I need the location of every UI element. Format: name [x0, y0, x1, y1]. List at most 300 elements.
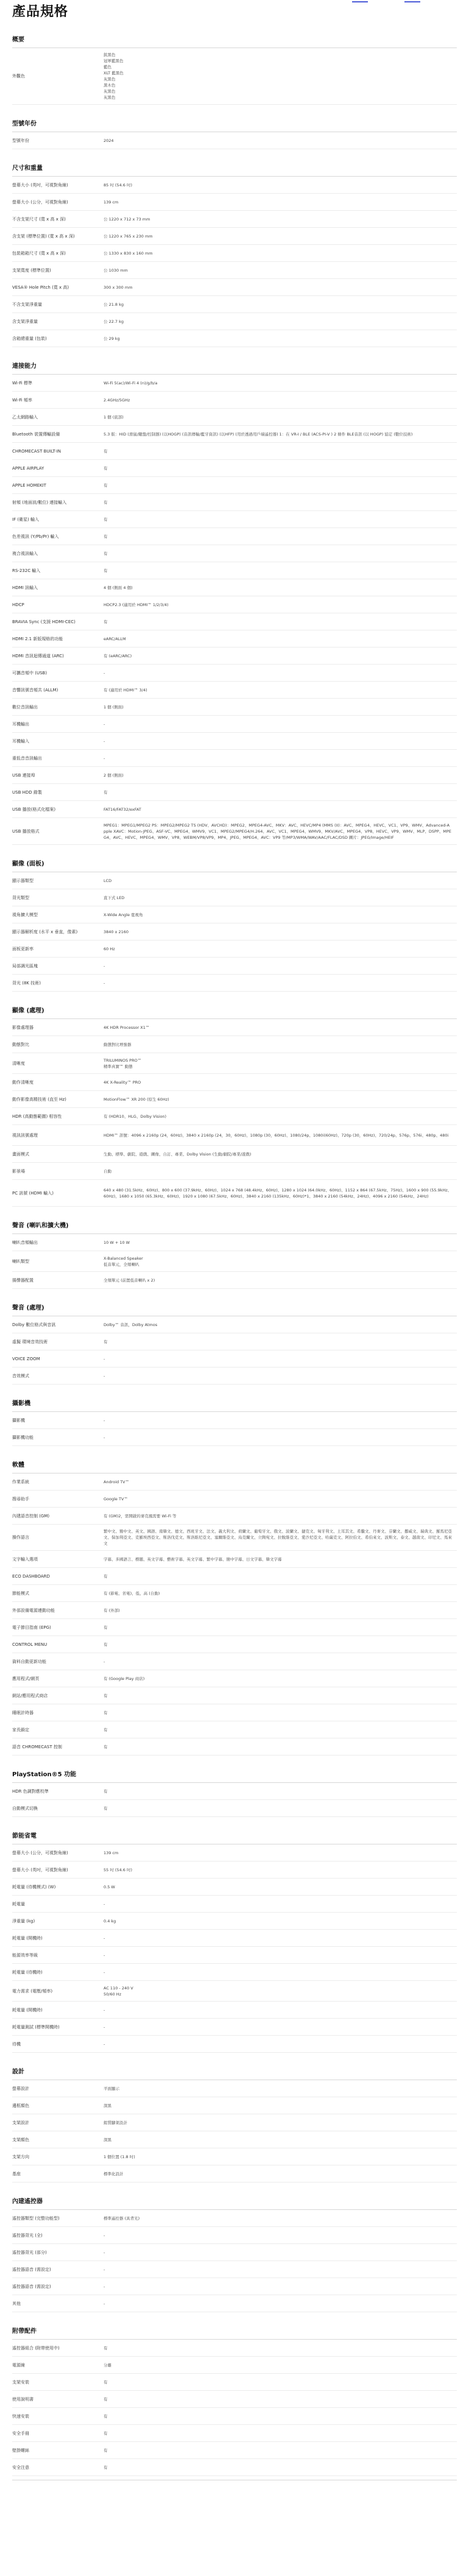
spec-value: 有 — [104, 1710, 108, 1715]
section-title: PlayStation®5 功能 — [12, 1771, 457, 1783]
spec-value: - — [104, 2041, 105, 2047]
spec-label: ECO DASHBOARD — [12, 1573, 50, 1579]
spec-row — [12, 682, 457, 699]
spec-label: USB HDD 錄製 — [12, 789, 42, 795]
spec-row — [12, 801, 457, 818]
spec-value: 有 — [104, 1788, 108, 1794]
spec-section — [12, 1771, 457, 1817]
spec-value: 有 (HDR10、HLG、Dolby Vision) — [104, 1113, 167, 1119]
spec-row — [12, 1896, 457, 1913]
spec-value: 有 — [104, 619, 108, 624]
spec-row — [12, 1053, 457, 1074]
spec-row — [12, 975, 457, 992]
spec-row — [12, 1019, 457, 1036]
spec-label: HDR 色調對應校準 — [12, 1788, 49, 1794]
spec-value: 有 — [104, 789, 108, 795]
spec-label: 語音 CHROMECAST 控制 — [12, 1744, 62, 1749]
spec-label: 壁掛螺絲 — [12, 2447, 29, 2453]
spec-value: Wi-Fi 5(ac)/Wi-Fi 4 (n)/g/b/a — [104, 380, 158, 386]
spec-label: 待機 — [12, 2041, 21, 2047]
spec-label: 電子節目指南 (EPG) — [12, 1625, 51, 1630]
spec-label: 基座 — [12, 2171, 21, 2176]
spec-row — [12, 296, 457, 313]
spec-label: USB 連接埠 — [12, 772, 35, 778]
spec-label: Wi-Fi 標準 — [12, 380, 32, 386]
spec-label: APPLE AIRPLAY — [12, 465, 44, 471]
spec-label: HDR (高動態範圍) 相容性 — [12, 1113, 62, 1119]
spec-label: 螢幕大小 (英吋，可視對角線) — [12, 1867, 68, 1872]
spec-value: 2024 — [104, 138, 114, 143]
spec-row — [12, 1091, 457, 1108]
spec-label: HDMI 訊輸入 — [12, 585, 38, 590]
spec-value: - — [104, 2024, 105, 2030]
spec-label: 攝影機功能 — [12, 1434, 34, 1440]
spec-section — [12, 2198, 457, 2312]
spec-value: 有 — [104, 2465, 108, 2470]
spec-row — [12, 477, 457, 494]
spec-label: IF (衛星) 輸入 — [12, 517, 40, 522]
section-title: 型號年份 — [12, 121, 457, 132]
spec-value: 有 — [104, 2379, 108, 2385]
spec-label: 清晰度 — [12, 1060, 25, 1066]
spec-row — [12, 1108, 457, 1125]
spec-value: Google TV™ — [104, 1496, 128, 1501]
spec-section — [12, 1462, 457, 1756]
spec-value: FAT16/FAT32/exFAT — [104, 806, 141, 812]
spec-label: 資料自動更新功能 — [12, 1659, 46, 1664]
spec-row — [12, 2295, 457, 2312]
spec-row — [12, 613, 457, 630]
spec-row — [12, 2391, 457, 2408]
spec-row — [12, 1636, 457, 1653]
spec-value: - — [104, 2284, 105, 2289]
section-title: 聲音 (喇叭和擴大機) — [12, 1223, 457, 1234]
spec-row — [12, 1800, 457, 1817]
spec-label: 包裝箱箱尺寸 (寬 x 高 x 深) — [12, 250, 66, 256]
spec-value: 有 — [104, 1744, 108, 1749]
spec-value: - — [104, 1901, 105, 1907]
spec-row — [12, 1333, 457, 1350]
spec-row — [12, 1316, 457, 1333]
spec-value: - — [104, 963, 105, 969]
spec-row — [12, 409, 457, 426]
spec-label: 遙控器語音 (需設定) — [12, 2284, 51, 2289]
spec-label: 色差視訊 (Y/Pb/Pr) 輸入 — [12, 534, 59, 539]
spec-value: 1 個位置 (1.8 吋) — [104, 2154, 135, 2159]
spec-row — [12, 1913, 457, 1930]
spec-label: 螢幕大小 (公分，可視對角線) — [12, 1850, 68, 1855]
spec-section — [12, 1400, 457, 1446]
spec-value: 公 1220 x 765 x 230 mm — [104, 233, 153, 239]
spec-value: 有 — [104, 2396, 108, 2402]
spec-label: BRAVIA Sync (支援 HDMI-CEC) — [12, 619, 76, 624]
spec-row — [12, 1738, 457, 1756]
spec-value: 5.3 版：HID (滑鼠/鍵盤/控制器) (以HOGP) (音訊傳輸/藍牙資訊) (以HFP) (用於透過用戶端遙控器) 1：在 VR-I / BLE (ACS-PI-V ) 2 條件 BLE音訊 (以 HOGP) 協定 (數位技術) — [104, 431, 413, 437]
spec-label: VOICE ZOOM — [12, 1356, 40, 1361]
spec-label: 顯示器解析度 (水平 x 垂直，像素) — [12, 929, 78, 934]
spec-row — [12, 562, 457, 579]
spec-label: 面板更新率 — [12, 946, 34, 951]
spec-label: 耗電量 (待機時) — [12, 1969, 43, 1975]
spec-row — [12, 1947, 457, 1964]
spec-section — [12, 861, 457, 992]
spec-label: 螢幕設計 — [12, 2086, 29, 2091]
spec-label: 不含支架尺寸 (寬 x 高 x 深) — [12, 216, 66, 222]
spec-row — [12, 923, 457, 940]
spec-label: 自動模式切換 — [12, 1805, 38, 1811]
spec-row — [12, 2261, 457, 2278]
spec-label: 電源線 — [12, 2362, 25, 2368]
section-title: 內建遙控器 — [12, 2198, 457, 2210]
spec-label: HDMI 音訊迴傳通道 (ARC) — [12, 653, 64, 658]
spec-label: 遙控器類型 (完整功能型) — [12, 2215, 60, 2221]
spec-label: 畫面模式 — [12, 1151, 29, 1157]
spec-label: 虛擬 環境音效技術 — [12, 1339, 48, 1344]
spec-value: 0.5 W — [104, 1884, 115, 1890]
top-link[interactable] — [352, 1, 368, 2]
spec-label: HDCP — [12, 602, 24, 607]
spec-value: X-Balanced Speaker 低音單元，全頻喇叭 — [104, 1255, 143, 1267]
spec-value: 4K X-Reality™ PRO — [104, 1079, 141, 1085]
spec-row — [12, 733, 457, 750]
spec-row — [12, 1844, 457, 1861]
spec-value: 平面顯示 — [104, 2086, 119, 2091]
spec-row — [12, 1163, 457, 1180]
spec-label: 型號年份 — [12, 138, 29, 143]
section-title: 設計 — [12, 2069, 457, 2080]
spec-value: 有 — [104, 1625, 108, 1630]
spec-label: CHROMECAST BUILT-IN — [12, 448, 61, 454]
top-links — [352, 1, 420, 2]
spec-row — [12, 1687, 457, 1704]
spec-row — [12, 2278, 457, 2295]
spec-row — [12, 1234, 457, 1251]
spec-value: - — [104, 2301, 105, 2306]
spec-value: 139 cm — [104, 199, 119, 205]
spec-section — [12, 37, 457, 105]
spec-label: 不含支架淨重量 — [12, 302, 42, 307]
spec-value: 鋁質腳架設計 — [104, 2120, 127, 2125]
spec-value: 有 — [104, 534, 108, 539]
spec-row — [12, 2019, 457, 2036]
spec-row — [12, 1585, 457, 1602]
spec-value: 公 21.8 kg — [104, 302, 124, 307]
spec-row — [12, 48, 457, 105]
spec-row — [12, 392, 457, 409]
spec-label: 影景場 — [12, 1168, 25, 1174]
spec-row — [12, 1180, 457, 1207]
spec-label: 其他 — [12, 2301, 21, 2306]
spec-label: 射頻 (地面波/數位) 連接輸入 — [12, 499, 67, 505]
spec-value: 4 個 (側面 4 個) — [104, 585, 133, 590]
spec-value: - — [104, 1434, 105, 1440]
spec-value: 公 1330 x 830 x 160 mm — [104, 250, 153, 256]
spec-value: - — [104, 670, 105, 676]
spec-section — [12, 2328, 457, 2476]
spec-value: 有 (GM)2，需開啟的麥克風需要 Wi-Fi 等 — [104, 1513, 177, 1519]
spec-value: 字幕、多國語言、標題、英文字幕、藝術字幕、英文字幕、繁中字幕、簡中字幕、日文字幕、韓文字幕 — [104, 1556, 282, 1562]
spec-row — [12, 1367, 457, 1385]
spec-label: 含箱總重量 (包裝) — [12, 336, 47, 341]
section-title: 尺寸和重量 — [12, 165, 457, 177]
spec-label: 視訊訊號處理 — [12, 1132, 38, 1138]
spec-label: 睡眠計時器 — [12, 1710, 34, 1715]
spec-label: 耗電量 (開機時) — [12, 2007, 43, 2013]
spec-value: eARC/ALLM — [104, 636, 126, 641]
spec-row — [12, 1568, 457, 1585]
spec-label: VESA® Hole Pitch (寬 x 高) — [12, 284, 69, 290]
spec-row — [12, 1653, 457, 1670]
spec-label: 顯示器類型 — [12, 878, 34, 883]
spec-label: 支架顏色 — [12, 2137, 29, 2142]
spec-row — [12, 1670, 457, 1687]
spec-row — [12, 1704, 457, 1721]
spec-label: 電力需求 (電壓/頻率) — [12, 1988, 53, 1994]
spec-value: 2.4GHz/5GHz — [104, 397, 130, 403]
spec-row — [12, 313, 457, 330]
spec-section — [12, 1833, 457, 2053]
spec-row — [12, 330, 457, 347]
spec-row — [12, 906, 457, 923]
spec-value: - — [104, 1952, 105, 1958]
spec-row — [12, 279, 457, 296]
spec-label: 操作語言 — [12, 1535, 29, 1540]
spec-row — [12, 699, 457, 716]
spec-label: 動作影像高精技術 (直至 Hz) — [12, 1096, 66, 1102]
spec-value: 分離 — [104, 2362, 111, 2368]
spec-section — [12, 1223, 457, 1289]
spec-value: 公 1220 x 712 x 73 mm — [104, 216, 150, 222]
spec-row — [12, 1350, 457, 1367]
section-title: 節能省電 — [12, 1833, 457, 1844]
spec-value: 有 — [104, 1727, 108, 1732]
spec-row — [12, 1125, 457, 1146]
spec-value: 有 — [104, 2430, 108, 2436]
spec-label: 節能模式 — [12, 1590, 29, 1596]
spec-row — [12, 630, 457, 648]
spec-value: 有 — [104, 1642, 108, 1647]
spec-label: 耳機輸入 — [12, 738, 29, 744]
spec-value: 1 個 (底部) — [104, 414, 124, 420]
spec-label: 重低音音訊輸出 — [12, 755, 42, 761]
spec-label: 安全手冊 — [12, 2430, 29, 2436]
spec-value: 1 個 (側面) — [104, 704, 124, 710]
spec-row — [12, 2408, 457, 2425]
spec-value: TRILUMINOS PRO™ 精準真實™ 動態 — [104, 1057, 142, 1069]
spec-label: HDMI 2.1 新版規格的功能 — [12, 636, 63, 641]
spec-value: 有 — [104, 517, 108, 522]
spec-row — [12, 1525, 457, 1551]
spec-row — [12, 767, 457, 784]
spec-label: 影像處理器 — [12, 1025, 34, 1030]
spec-value: 10 W + 10 W — [104, 1240, 130, 1245]
spec-row — [12, 2131, 457, 2148]
section-title: 連接能力 — [12, 363, 457, 375]
spec-row — [12, 177, 457, 194]
spec-label: 數位音訊輸出 — [12, 704, 38, 710]
spec-label: 遙控器背光 (全) — [12, 2232, 43, 2238]
spec-value: 有 — [104, 2447, 108, 2453]
spec-value: 生動、標準、劇院、遊戲、圖像、自訂、專業、Dolby Vision (生動/劇院/專業/遊戲) — [104, 1151, 252, 1157]
spec-value: 深黑 — [104, 2137, 111, 2142]
spec-row — [12, 1508, 457, 1525]
spec-row — [12, 1964, 457, 1981]
spec-row — [12, 579, 457, 596]
spec-value: Android TV™ — [104, 1479, 130, 1484]
spec-value: 深黑 — [104, 2103, 111, 2108]
spec-label: 遙控器語音 (需設定) — [12, 2267, 51, 2272]
spec-value: 有 — [104, 1573, 108, 1579]
spec-row — [12, 2227, 457, 2244]
top-link[interactable] — [404, 1, 420, 2]
spec-value: 85 吋 (54.6 吋) — [104, 182, 133, 188]
spec-label: 揚聲器配置 — [12, 1277, 34, 1283]
spec-value: 有 (Google Play 商店) — [104, 1676, 145, 1681]
spec-label: 螢幕大小 (公分，可視對角線) — [12, 199, 68, 205]
spec-section — [12, 2069, 457, 2183]
spec-row — [12, 665, 457, 682]
spec-row — [12, 1036, 457, 1053]
spec-value: - — [104, 1935, 105, 1941]
spec-row — [12, 1146, 457, 1163]
page-title: 產品規格 — [12, 4, 69, 19]
spec-value: - — [104, 1417, 105, 1423]
spec-value: 有 — [104, 1693, 108, 1698]
spec-label: 支架設計 — [12, 2120, 29, 2125]
spec-value: 2 個 (側面) — [104, 772, 124, 778]
spec-value: 640 x 480 (31.5kHz、60Hz)、800 x 600 (37.9kHz、60Hz)、1024 x 768 (48.4kHz、60Hz)、1280 x 1024 (64.0kHz、60Hz)、1152 x 864 (67.5kHz、75Hz)、1600 x 900 (55.9kHz、60Hz)、1680 x 1050 (65.3kHz、60Hz)、1920 x 1080 (67.5kHz、60Hz)、3840 x 2160 (135kHz、60Hz)*1、3840 x 2160 (54kHz、24Hz)、4096 x 2160 (54kHz、24Hz) — [104, 1187, 452, 1199]
spec-section — [12, 1305, 457, 1385]
spec-value: 直下式 LED — [104, 895, 125, 900]
spec-value: - — [104, 2267, 105, 2272]
spec-label: 網站/應用程式商店 — [12, 1693, 48, 1698]
spec-label: 可攜音頻中 (USB) — [12, 670, 48, 676]
section-title: 顯像 (處理) — [12, 1007, 457, 1019]
spec-row — [12, 1879, 457, 1896]
spec-value: MotionFlow™ XR 200 (原生 60Hz) — [104, 1096, 169, 1102]
spec-label: 背光類型 — [12, 895, 29, 900]
spec-row — [12, 1251, 457, 1272]
spec-row — [12, 958, 457, 975]
spec-section — [12, 165, 457, 347]
spec-row — [12, 1473, 457, 1491]
spec-value: 4K HDR Processor X1™ — [104, 1025, 150, 1030]
spec-section — [12, 363, 457, 845]
spec-value: 有 — [104, 2413, 108, 2419]
spec-row — [12, 1272, 457, 1289]
spec-label: 喇叭類型 — [12, 1258, 29, 1264]
spec-row — [12, 2442, 457, 2459]
spec-row — [12, 1861, 457, 1879]
spec-label: 家長鎖定 — [12, 1727, 29, 1732]
spec-row — [12, 2036, 457, 2053]
spec-value: 有 (適用於 HDMI™ 3/4) — [104, 687, 147, 693]
spec-row — [12, 1602, 457, 1619]
spec-value: - — [104, 1969, 105, 1975]
spec-label: 淨重量 (kg) — [12, 1918, 35, 1924]
spec-value: - — [104, 1356, 105, 1361]
spec-row — [12, 262, 457, 279]
spec-row — [12, 494, 457, 511]
spec-row — [12, 2357, 457, 2374]
spec-row — [12, 2148, 457, 2165]
spec-value: 公 1030 mm — [104, 267, 128, 273]
spec-value: - — [104, 2007, 105, 2013]
spec-label: 外觀色 — [12, 74, 25, 79]
spec-row — [12, 2210, 457, 2227]
spec-label: 支架安裝 — [12, 2379, 29, 2385]
spec-value: X-Wide Angle 寬視角 — [104, 912, 143, 917]
spec-label: 耗電量 (開機時) — [12, 1935, 43, 1941]
spec-value: - — [104, 1659, 105, 1664]
spec-row — [12, 1551, 457, 1568]
spec-label: 音響訊號音頻共 (ALLM) — [12, 687, 58, 693]
spec-value: 3840 x 2160 — [104, 929, 129, 934]
spec-label: 遙控器組合 (附帶使用中) — [12, 2345, 60, 2351]
spec-row — [12, 1412, 457, 1429]
spec-value: 鈦黑色 冠軍藍黑色 藍色 XLT 藍黑色 灰黑色 黑木色 灰黑色 灰黑色 — [104, 52, 124, 100]
spec-label: 含支架淨重量 — [12, 319, 38, 324]
spec-row — [12, 375, 457, 392]
spec-value: 有 — [104, 551, 108, 556]
spec-row — [12, 784, 457, 801]
spec-label: USB 播放格式 — [12, 828, 40, 834]
spec-label: 音效模式 — [12, 1373, 29, 1378]
spec-label: 耳機輸出 — [12, 721, 29, 727]
spec-value: 繁中文、簡中文、英文、國語、南韓文、德文、西班牙文、法文、義大利文、荷蘭文、葡萄牙文、俄文、波蘭文、捷克文、匈牙利文、土耳其文、希臘文、丹麥文、芬蘭文、挪威文、瑞典文、羅馬尼亞文、保加利亞文、克羅埃西亞文、斯洛伐克文、斯洛維尼亞文、塞爾維亞文、烏克蘭文、立陶宛文、拉脫維亞文、愛沙尼亞文、哈薩克文、阿拉伯文、希伯來文、波斯文、泰文、越南文、印尼文、馬來文 — [104, 1529, 452, 1546]
spec-label: 視角擴大模型 — [12, 912, 38, 917]
spec-value: 公 29 kg — [104, 336, 120, 341]
spec-value: HDCP2.3 (適用於 HDMI™ 1/2/3/4) — [104, 602, 169, 607]
spec-row — [12, 426, 457, 443]
spec-sections — [12, 37, 457, 2476]
spec-value: - — [104, 2250, 105, 2255]
spec-label: 搜尋助手 — [12, 1496, 29, 1501]
spec-value: 0.4 kg — [104, 1918, 116, 1924]
spec-row — [12, 818, 457, 845]
spec-row — [12, 460, 457, 477]
spec-label: 作業系統 — [12, 1479, 29, 1484]
section-title: 顯像 (面板) — [12, 861, 457, 872]
spec-label: Bluetooth 裝置傳輸設備 — [12, 431, 60, 437]
spec-label: 安全注意 — [12, 2465, 29, 2470]
spec-row — [12, 228, 457, 245]
spec-value: 有 (節電、省電)、低、高 (自動) — [104, 1590, 160, 1596]
spec-row — [12, 545, 457, 562]
spec-label: 複合視訊輸入 — [12, 551, 38, 556]
spec-row — [12, 194, 457, 211]
spec-value: 公 22.7 kg — [104, 319, 124, 324]
spec-label: 動態對比 — [12, 1042, 29, 1047]
spec-row — [12, 211, 457, 228]
spec-row — [12, 716, 457, 733]
spec-value: HDMI™ 訊號：4096 x 2160p (24，60Hz)、3840 x 2160p (24，30，60Hz)、1080p (30，60Hz)、1080/24p、1080i(60Hz)、720p (30，60Hz)、720/24p、576p、576i、480p、480i — [104, 1132, 449, 1138]
spec-label: APPLE HOMEKIT — [12, 482, 46, 488]
spec-label: 支架方向 — [12, 2154, 29, 2159]
spec-label: 耗電量測試 (標準開機時) — [12, 2024, 60, 2030]
spec-row — [12, 443, 457, 460]
spec-value: 標準化設計 — [104, 2171, 124, 2176]
spec-section — [12, 121, 457, 149]
spec-row — [12, 2244, 457, 2261]
spec-value: 標準遙控器 (具背光) — [104, 2215, 140, 2221]
section-title: 聲音 (處理) — [12, 1305, 457, 1316]
spec-value: LCD — [104, 878, 112, 883]
spec-row — [12, 132, 457, 149]
spec-value: 有 — [104, 448, 108, 454]
spec-value: 139 cm — [104, 1850, 119, 1855]
spec-row — [12, 648, 457, 665]
